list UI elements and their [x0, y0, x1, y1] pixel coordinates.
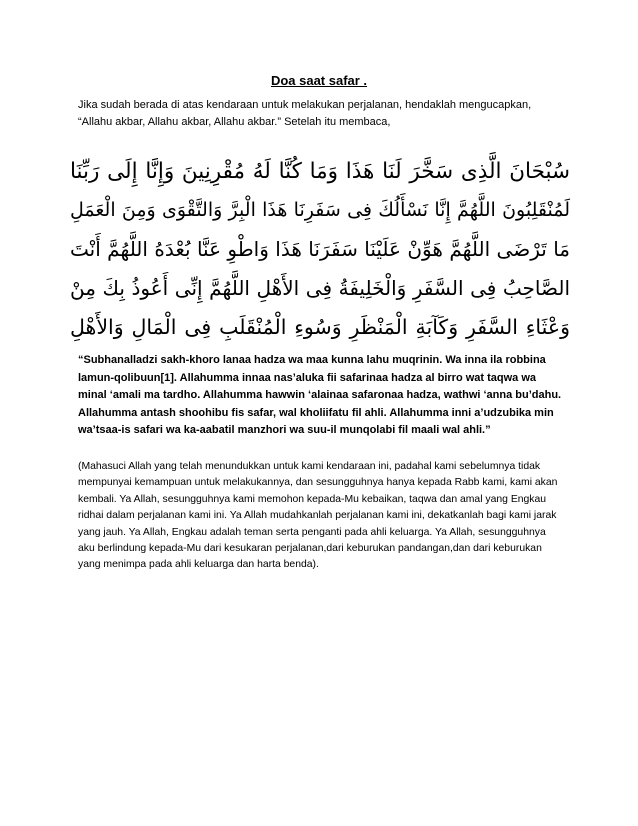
arabic-line: لَمُنْقَلِبُونَ اللَّهُمَّ إِنَّا نَسْأَلُكَ فِى سَفَرِنَا هَذَا الْبِرَّ وَالتَّقْوَى وَمِنَ الْعَمَلِ [70, 199, 570, 221]
arabic-line: سُبْحَانَ الَّذِى سَخَّرَ لَنَا هَذَا وَمَا كُنَّا لَهُ مُقْرِنِينَ وَإِنَّا إِلَى رَبِّنَا [70, 159, 570, 184]
arabic-prayer-text [70, 152, 570, 347]
arabic-line: مَا تَرْضَى اللَّهُمَّ هَوِّنْ عَلَيْنَا سَفَرَنَا هَذَا وَاطْوِ عَنَّا بُعْدَهُ اللَّهُمَّ أَنْتَ [70, 237, 570, 261]
arabic-line: الصَّاحِبُ فِى السَّفَرِ وَالْخَلِيفَةُ فِى الأَهْلِ اللَّهُمَّ إِنِّى أَعُوذُ بِكَ مِنْ [70, 276, 570, 300]
intro-paragraph: Jika sudah berada di atas kendaraan untuk melakukan perjalanan, hendaklah mengucapkan, “Allahu akbar, Allahu akbar, Allahu akbar.” Setelah itu membaca, [78, 99, 532, 128]
translation-paragraph: (Mahasuci Allah yang telah menundukkan untuk kami kendaraan ini, padahal kami sebelumnya tidak mempunyai kemampuan untuk melakukannya, dan sesungguhnya hanya kepada Rabb kami, kami akan kembali. Ya Allah, sesungguhnya kami memohon kepada-Mu kebaikan, taqwa dan amal yang Engkau ridhai dalam perjalanan kami ini. Ya Allah mudahkanlah perjalanan kami ini, dekatkanlah bagi kami jarak yang jauh. Ya Allah, Engkau adalah teman serta penganti pada ahli keluarga. Ya Allah, sesungguhnya aku berlindung kepada-Mu dari kesukaran perjalanan,dari keburukan pandangan,dan dari keburukan yang menimpa pada ahli keluarga dan harta benda). [78, 461, 558, 571]
arabic-line: وَعْثَاءِ السَّفَرِ وَكَآبَةِ الْمَنْظَرِ وَسُوءِ الْمُنْقَلَبِ فِى الْمَالِ وَالأَهْلِ [70, 315, 570, 339]
document-title: Doa saat safar . [270, 73, 368, 88]
transliteration-paragraph: “Subhanalladzi sakh-khoro lanaa hadza wa maa kunna lahu muqrinin. Wa inna ila robbina lamun-qolibuun[1]. Allahumma innaa nas’aluka fii safarinaa hadza al birro wat taqwa wa minal ‘amali ma tardho. Allahumma hawwin ‘alainaa safaronaa hadza, wathwi ‘anna bu’dahu. Allahumma antash shoohibu fis safar, wal kholiifatu fil ahli. Allahumma inni a’udzubika min wa’tsaa-is safari wa ka-aabatil manzhori wa suu-il munqolabi fil maali wal ahli.” [78, 354, 562, 436]
